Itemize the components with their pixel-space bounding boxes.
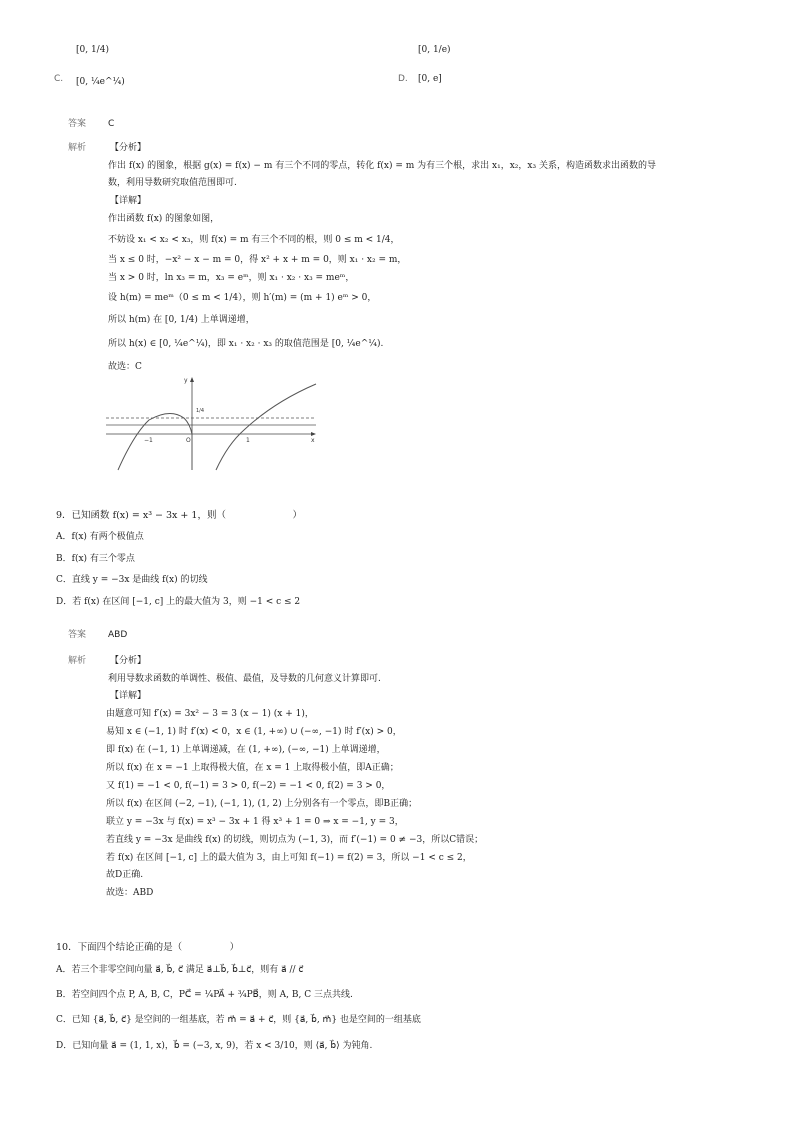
analysis-line: 作出 f(x) 的图象，根据 g(x) = f(x) − m 有三个不同的零点，转化 f(x) = m 为有三个根，求出 x₁，x₂，x₃ 关系，构造函数求出函数的导 xyxy=(108,161,656,171)
option-b-interval: [0, 1/e) xyxy=(418,45,451,55)
q9-option-b[interactable]: B．f(x) 有三个零点 xyxy=(56,554,135,564)
q9-analysis-line: 若 f(x) 在区间 [−1, c] 上的最大值为 3，由上可知 f(−1) = f(2) = 3，所以 −1 < c ≤ 2， xyxy=(106,853,472,863)
option-d-label: D. xyxy=(398,74,408,84)
q9-analysis-line: 由题意可知 f′(x) = 3x² − 3 = 3 (x − 1) (x + 1)， xyxy=(106,709,314,719)
q9-analysis-line: 故D正确. xyxy=(106,870,144,880)
q9-analysis-line: 若直线 y = −3x 是曲线 f(x) 的切线，则切点为 (−1, 3)，而 f′(−1) = 0 ≠ −3，所以C错误； xyxy=(106,835,484,845)
answer-label: 答案 xyxy=(68,119,87,129)
analysis-line: 数，利用导数研究取值范围即可. xyxy=(108,178,237,188)
analysis-line: 当 x ≤ 0 时，−x² − x − m = 0，得 x² + x + m = 0，则 x₁ · x₂ = m， xyxy=(108,255,407,265)
q9-analysis-line: 即 f(x) 在 (−1, 1) 上单调递减，在 (1, +∞), (−∞, −1) 上单调递增， xyxy=(106,745,386,755)
label-origin: O xyxy=(186,437,191,444)
q10-option-c[interactable]: C．已知 {a⃗, b⃗, c⃗} 是空间的一组基底，若 m⃗ = a⃗ + c⃗，则 {a⃗, b⃗, m⃗} 也是空间的一组基底 xyxy=(56,1015,421,1025)
q9-analysis-line: 又 f(1) = −1 < 0, f(−1) = 3 > 0, f(−2) = −1 < 0, f(2) = 3 > 0， xyxy=(106,781,391,791)
q10-stem: 10．下面四个结论正确的是（ ） xyxy=(56,942,240,953)
tick-quarter: 1/4 xyxy=(196,408,205,414)
q9-option-a[interactable]: A．f(x) 有两个极值点 xyxy=(56,532,144,542)
option-c-text: [0, ¼e^¼) xyxy=(76,77,125,87)
function-graph xyxy=(104,374,324,474)
analysis-line: 【分析】 xyxy=(110,143,147,153)
q9-analysis-line: 【详解】 xyxy=(110,691,147,701)
analysis-line: 作出函数 f(x) 的图象如图， xyxy=(108,214,220,224)
q9-stem: 9．已知函数 f(x) = x³ − 3x + 1，则（ ） xyxy=(56,510,302,521)
q9-analysis-line: 【分析】 xyxy=(110,656,147,666)
label-x: x xyxy=(311,437,315,444)
y-axis-arrow xyxy=(190,377,194,382)
q9-answer-label: 答案 xyxy=(68,630,87,640)
analysis-line: 故选：C xyxy=(108,362,142,372)
q9-analysis-line: 所以 f(x) 在区间 (−2, −1), (−1, 1), (1, 2) 上分别各有一个零点，即B正确； xyxy=(106,799,418,809)
analysis-line: 不妨设 x₁ < x₂ < x₃，则 f(x) = m 有三个不同的根，则 0 ≤ m < 1/4， xyxy=(108,235,400,245)
curve-ln xyxy=(216,384,316,470)
q9-answer-value: ABD xyxy=(108,630,128,640)
analysis-line: 【详解】 xyxy=(110,196,147,206)
q10-option-b[interactable]: B．若空间四个点 P, A, B, C，PC⃗ = ¼PA⃗ + ¾PB⃗，则 A, B, C 三点共线. xyxy=(56,990,353,1000)
curve-parabola xyxy=(118,413,192,470)
analysis-line: 所以 h(m) 在 [0, 1/4) 上单调递增， xyxy=(108,315,255,325)
analysis-line: 所以 h(x) ∈ [0, ¼e^¼)，即 x₁ · x₂ · x₃ 的取值范围是 [0, ¼e^¼). xyxy=(108,339,384,349)
option-d-text: [0, e] xyxy=(418,74,442,84)
q9-option-d[interactable]: D．若 f(x) 在区间 [−1, c] 上的最大值为 3，则 −1 < c ≤ 2 xyxy=(56,597,301,607)
q10-option-d[interactable]: D．已知向量 a⃗ = (1, 1, x)，b⃗ = (−3, x, 9)，若 x < 3/10，则 ⟨a⃗, b⃗⟩ 为钝角. xyxy=(56,1041,373,1051)
q9-analysis-line: 易知 x ∈ (−1, 1) 时 f′(x) < 0，x ∈ (1, +∞) ∪ (−∞, −1) 时 f′(x) > 0， xyxy=(106,727,402,737)
q9-analysis-line: 故选：ABD xyxy=(106,888,154,898)
q9-analysis-label: 解析 xyxy=(68,656,87,666)
q9-option-c[interactable]: C．直线 y = −3x 是曲线 f(x) 的切线 xyxy=(56,575,208,585)
tick-neg1: −1 xyxy=(144,437,153,444)
label-y: y xyxy=(184,377,188,384)
tick-1: 1 xyxy=(246,437,250,444)
q9-analysis-line: 利用导数求函数的单调性、极值、最值，及导数的几何意义计算即可. xyxy=(108,674,381,684)
x-axis-arrow xyxy=(311,432,316,436)
answer-value: C xyxy=(108,119,115,129)
analysis-line: 设 h(m) = meᵐ（0 ≤ m < 1/4），则 h′(m) = (m + 1) eᵐ > 0， xyxy=(108,293,377,303)
q10-option-a[interactable]: A．若三个非零空间向量 a⃗, b⃗, c⃗ 满足 a⃗⊥b⃗, b⃗⊥c⃗，则有 a⃗ // c⃗ xyxy=(56,965,304,975)
analysis-label: 解析 xyxy=(68,143,87,153)
q9-analysis-line: 联立 y = −3x 与 f(x) = x³ − 3x + 1 得 x³ + 1 = 0 ⇒ x = −1, y = 3， xyxy=(106,817,404,827)
analysis-line: 当 x > 0 时，ln x₃ = m，x₃ = eᵐ，则 x₁ · x₂ · x₃ = meᵐ， xyxy=(108,273,355,283)
option-a-interval: [0, 1/4) xyxy=(76,45,109,55)
option-c-label: C. xyxy=(54,74,64,84)
q9-analysis-line: 所以 f(x) 在 x = −1 上取得极大值，在 x = 1 上取得极小值，即A正确； xyxy=(106,763,399,773)
